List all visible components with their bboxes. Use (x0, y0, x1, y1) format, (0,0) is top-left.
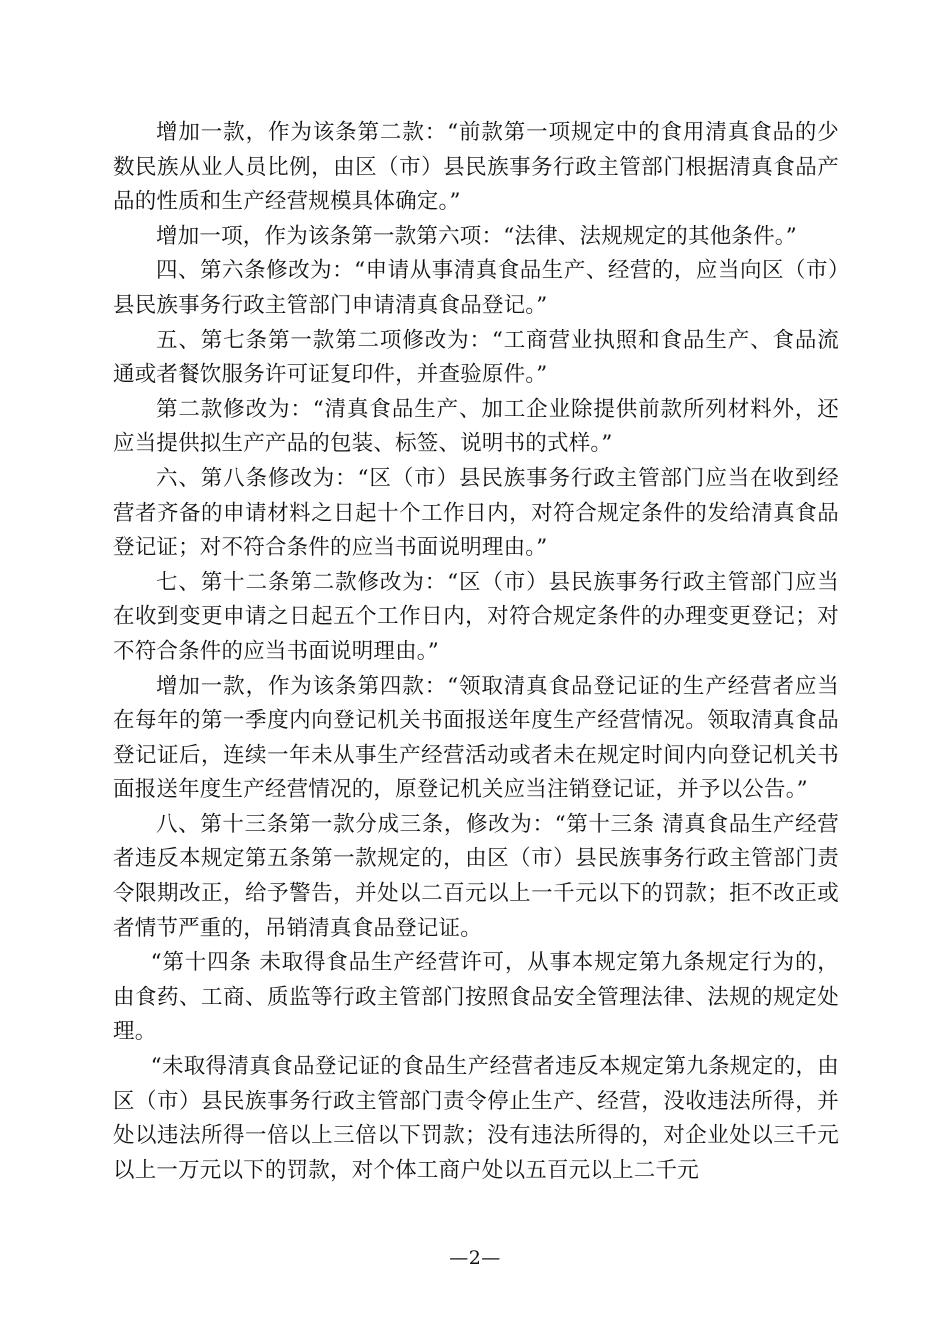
paragraph-article-12: 七、第十二条第二款修改为：“区（市）县民族事务行政主管部门应当在收到变更申请之日起五个工作日内，对符合规定条件的办理变更登记；对不符合条件的应当书面说明理由。” (113, 569, 839, 664)
document-body (113, 116, 839, 1188)
paragraph-unregistered-penalty: “未取得清真食品登记证的食品生产经营者违反本规定第九条规定的，由区（市）县民族事务行政主管部门责令停止生产、经营，没收违法所得，并处以违法所得一倍以上三倍以下罚款；没有违法所得的，对企业处以三千元以上一万元以下的罚款，对个体工商户处以五百元以上二千元 (113, 1054, 839, 1183)
paragraph-add-item-6: 增加一项，作为该条第一款第六项：“法律、法规规定的其他条件。” (156, 223, 797, 249)
paragraph-article-6: 四、第六条修改为：“申请从事清真食品生产、经营的，应当向区（市）县民族事务行政主管部门申请清真食品登记。” (113, 258, 839, 318)
paragraph-article-7-clause-2: 第二款修改为：“清真食品生产、加工企业除提供前款所列材料外，还应当提供拟生产产品的包装、标签、说明书的式样。” (113, 396, 839, 457)
paragraph-article-8: 六、第八条修改为：“区（市）县民族事务行政主管部门应当在收到经营者齐备的申请材料之日起十个工作日内，对符合规定条件的发给清真食品登记证；对不符合条件的应当书面说明理由。” (113, 465, 839, 561)
paragraph-article-13: 八、第十三条第一款分成三条，修改为：“第十三条 清真食品生产经营者违反本规定第五条第一款规定的，由区（市）县民族事务行政主管部门责令限期改正，给予警告，并处以二百元以上一千元以下的罚款；拒不改正或者情节严重的，吊销清真食品登记证。 (113, 811, 839, 941)
paragraph-add-clause-2: 增加一款，作为该条第二款：“前款第一项规定中的食用清真食品的少数民族从业人员比例，由区（市）县民族事务行政主管部门根据清真食品产品的性质和生产经营规模具体确定。” (113, 120, 839, 215)
page-number: —2— (449, 1247, 501, 1269)
paragraph-article-14: “第十四条 未取得食品生产经营许可，从事本规定第九条规定行为的，由食药、工商、质监等行政主管部门按照食品安全管理法律、法规的规定处理。 (113, 950, 839, 1045)
paragraph-add-clause-4: 增加一款，作为该条第四款：“领取清真食品登记证的生产经营者应当在每年的第一季度内向登记机关书面报送年度生产经营情况。领取清真食品登记证后，连续一年未从事生产经营活动或者未在规定时间内向登记机关书面报送年度生产经营情况的，原登记机关应当注销登记证，并予以公告。” (113, 673, 839, 803)
paragraph-article-7: 五、第七条第一款第二项修改为：“工商营业执照和食品生产、食品流通或者餐饮服务许可证复印件，并查验原件。” (113, 327, 839, 388)
